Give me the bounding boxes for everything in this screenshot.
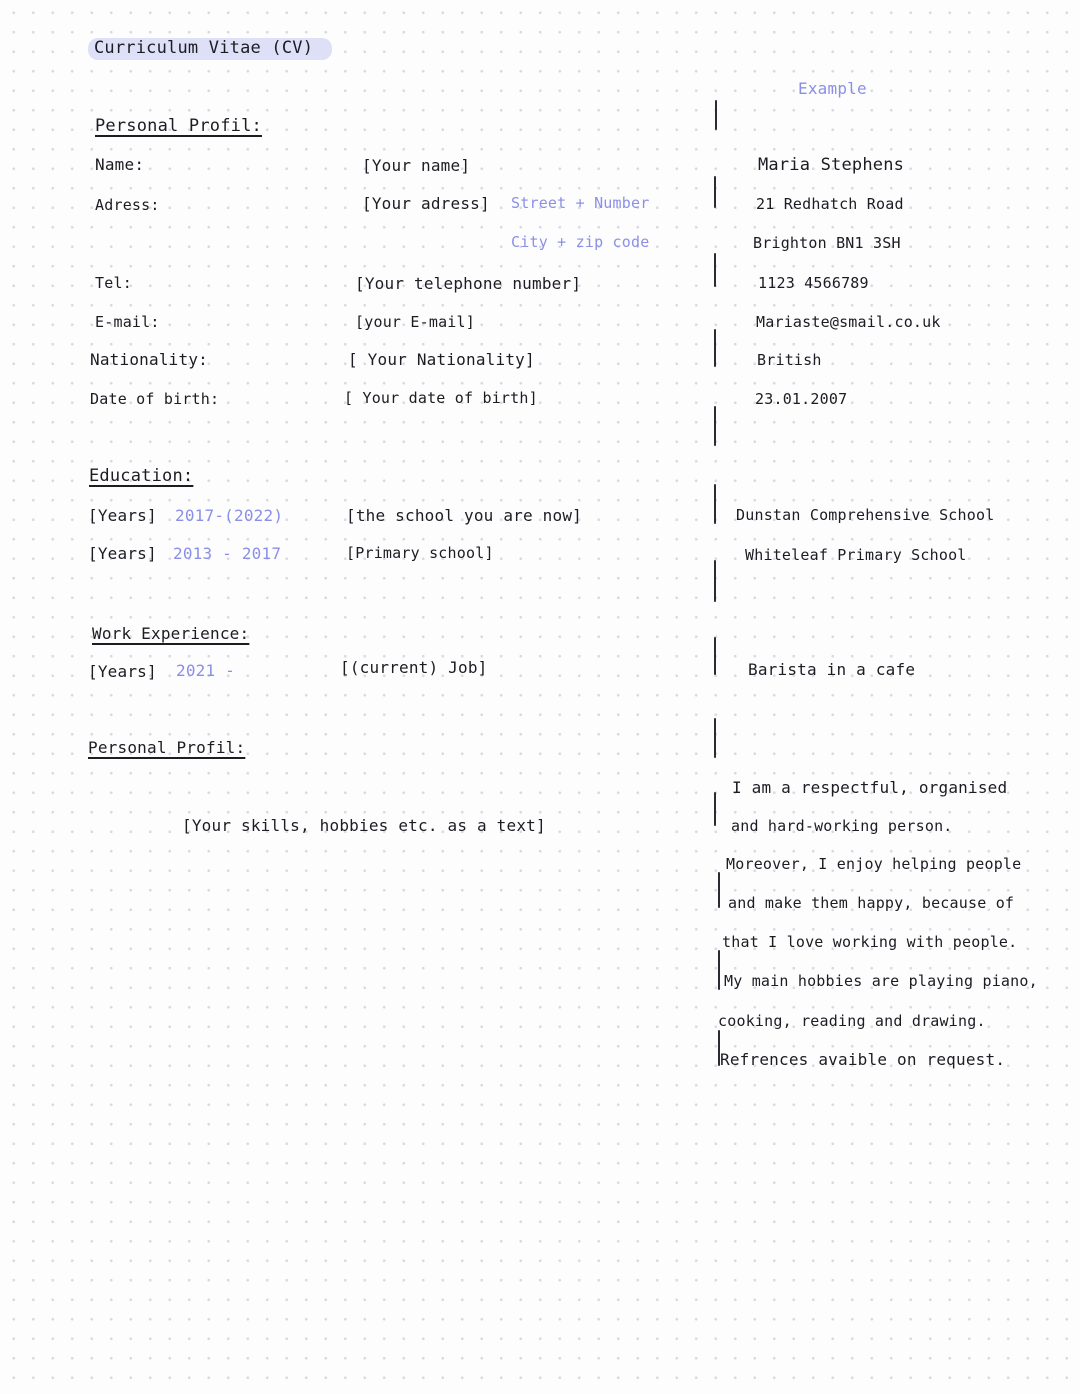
tel-placeholder: [Your telephone number] [355, 274, 582, 293]
education-row2-label: [Years] [88, 544, 157, 563]
profile-example-line: cooking, reading and drawing. [718, 1012, 986, 1030]
education-row2-example: Whiteleaf Primary School [745, 546, 967, 564]
personal-profile-2-heading: Personal Profil: [88, 738, 246, 757]
divider-segment [714, 560, 716, 602]
address-hint-city: City + zip code [511, 233, 650, 251]
work-row-placeholder: [(current) Job] [340, 658, 488, 677]
tel-example: 1123 4566789 [758, 274, 869, 292]
example-label: Example [798, 79, 867, 98]
name-example: Maria Stephens [758, 155, 905, 175]
education-row2-placeholder: [Primary school] [346, 544, 494, 562]
name-placeholder: [Your name] [362, 156, 471, 175]
education-row1-placeholder: [the school you are now] [346, 506, 582, 525]
profile-example-line: I am a respectful, organised [732, 778, 1008, 797]
divider-segment [714, 637, 716, 675]
email-placeholder: [your E-mail] [355, 313, 475, 331]
dob-example: 23.01.2007 [755, 390, 848, 408]
personal-profile-heading: Personal Profil: [95, 116, 262, 136]
work-heading: Work Experience: [92, 624, 250, 643]
address-example-city: Brighton BN1 3SH [753, 234, 901, 252]
divider-segment [714, 718, 716, 758]
nationality-placeholder: [ Your Nationality] [348, 350, 535, 369]
dob-placeholder: [ Your date of birth] [344, 389, 538, 407]
profile-example-line: that I love working with people. [722, 933, 1018, 951]
name-label: Name: [95, 155, 145, 174]
education-row1-label: [Years] [88, 506, 157, 525]
profile-example-line: and make them happy, because of [728, 894, 1015, 912]
address-placeholder: [Your adress] [362, 194, 490, 213]
dob-label: Date of birth: [90, 390, 220, 408]
nationality-example: British [757, 351, 822, 369]
address-hint-street: Street + Number [511, 194, 650, 212]
divider-segment [714, 176, 716, 208]
divider-segment [718, 950, 720, 990]
education-row1-example: Dunstan Comprehensive School [736, 506, 995, 524]
email-example: Mariaste@smail.co.uk [756, 313, 941, 331]
profile-example-line: and hard-working person. [731, 817, 953, 835]
education-row1-years: 2017-(2022) [175, 506, 284, 525]
email-label: E-mail: [95, 313, 160, 331]
document-title: Curriculum Vitae (CV) [94, 38, 314, 58]
divider-segment [714, 484, 716, 524]
divider-segment [714, 329, 716, 367]
title-highlight [88, 38, 332, 60]
divider-segment [715, 100, 717, 130]
nationality-label: Nationality: [90, 350, 208, 369]
work-row-label: [Years] [88, 662, 157, 681]
tel-label: Tel: [95, 274, 132, 292]
work-row-example: Barista in a cafe [748, 660, 916, 679]
divider-segment [718, 872, 720, 908]
address-label: Adress: [95, 196, 160, 214]
divider-segment [714, 253, 716, 287]
education-row2-years: 2013 - 2017 [173, 544, 282, 563]
education-heading: Education: [89, 466, 194, 486]
profile-example-line: My main hobbies are playing piano, [724, 972, 1038, 990]
profile-example-line: Refrences avaible on request. [720, 1050, 1006, 1069]
profile-example-line: Moreover, I enjoy helping people [726, 855, 1022, 873]
address-example-street: 21 Redhatch Road [756, 195, 904, 213]
divider-segment [714, 406, 716, 446]
skills-placeholder: [Your skills, hobbies etc. as a text] [182, 816, 546, 835]
divider-segment [714, 792, 716, 826]
work-row-years: 2021 - [176, 661, 235, 680]
